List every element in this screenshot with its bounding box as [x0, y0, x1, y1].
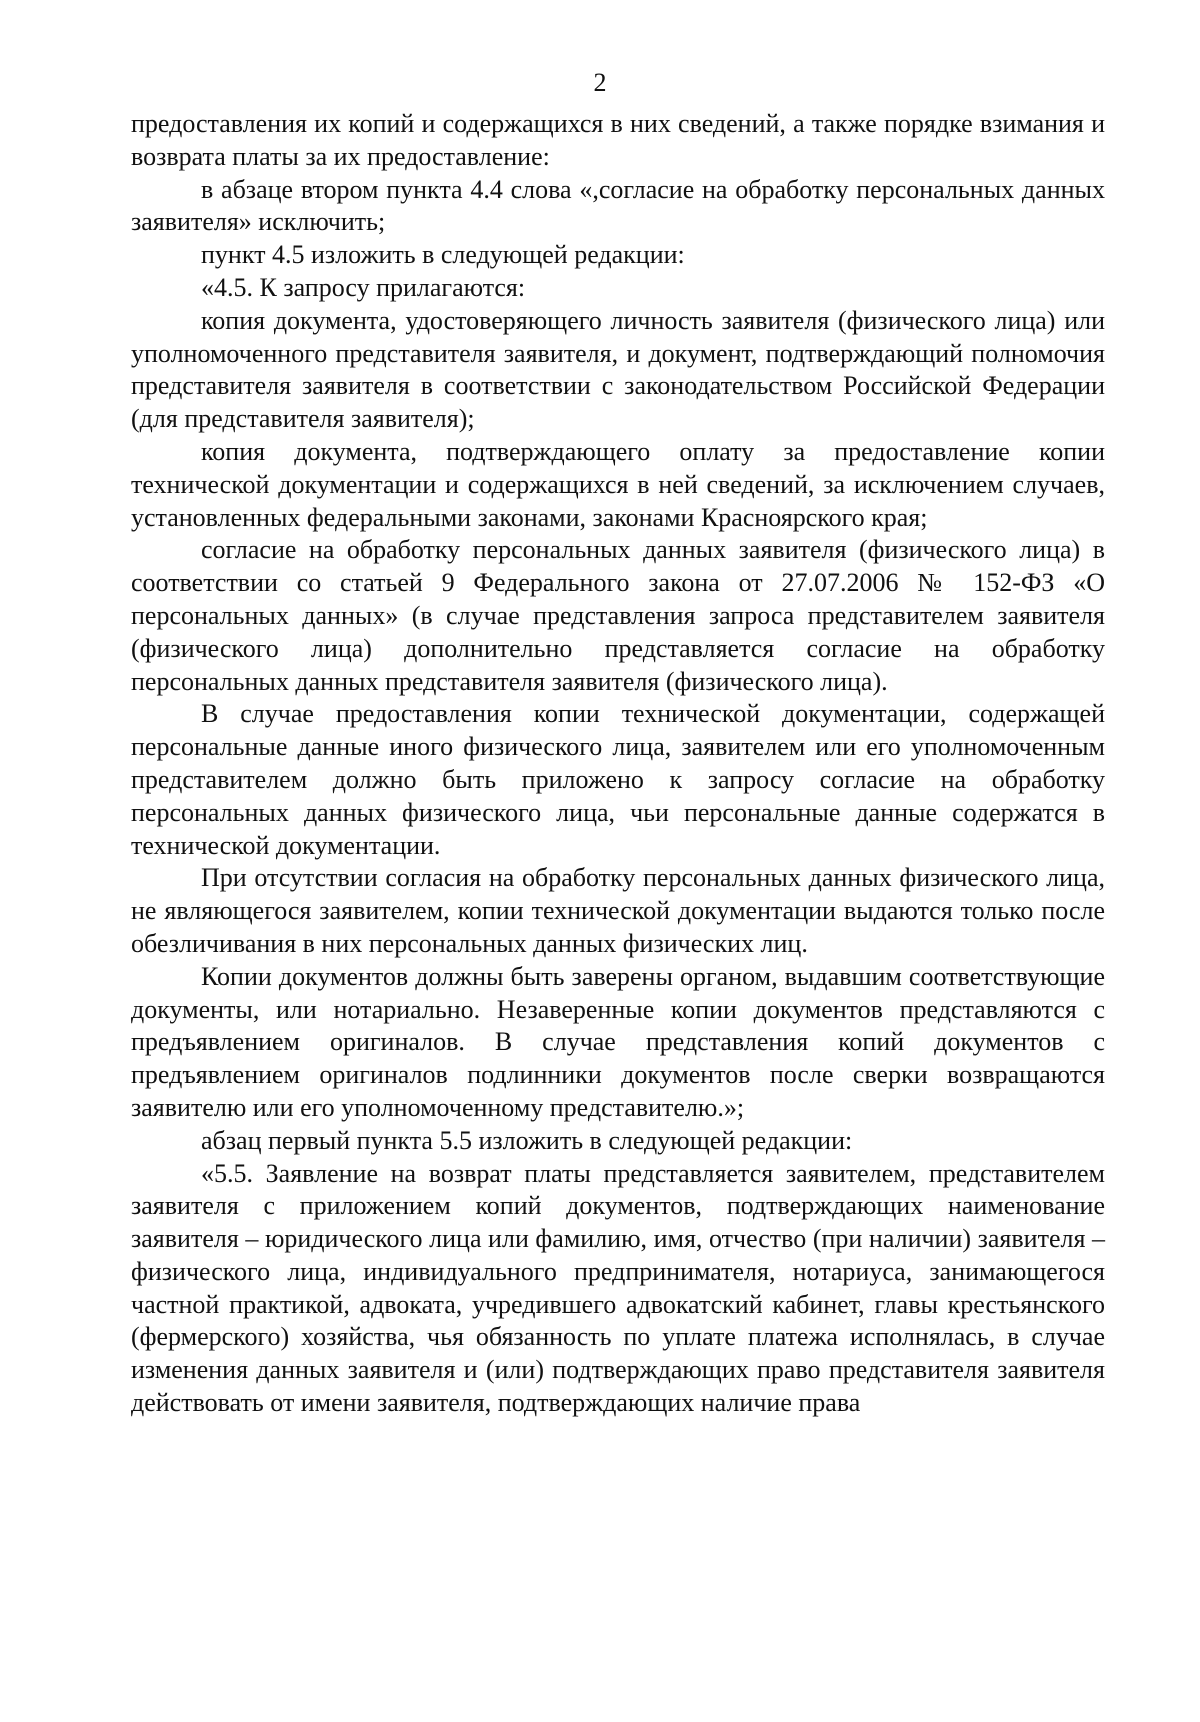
paragraph-3: пункт 4.5 изложить в следующей редакции:	[201, 240, 685, 270]
page-number: 2	[593, 68, 607, 97]
document-body	[131, 108, 1105, 1420]
paragraph-7: согласие на обработку персональных данных заявителя (физического лица) в соответствии со статьей 9 Федерального закона от 27.07.2006 № 152-ФЗ «О персональных данных» (в случае представления запроса представителем заявителя (физического лица) дополнительно представляется согласие на обработку персональных данных представителя заявителя (физического лица).	[131, 535, 1105, 696]
paragraph-9: При отсутствии согласия на обработку персональных данных физического лица, не являющегося заявителем, копии технической документации выдаются только после обезличивания в них персональных данных физических лиц.	[131, 863, 1105, 958]
paragraph-1: предоставления их копий и содержащихся в них сведений, а также порядке взимания и возврата платы за их предоставление:	[131, 109, 1105, 171]
paragraph-6: копия документа, подтверждающего оплату за предоставление копии технической документации и содержащихся в ней сведений, за исключением случаев, установленных федеральными законами, законами Красноярского края;	[131, 436, 1105, 532]
paragraph-12: «5.5. Заявление на возврат платы представляется заявителем, представителем заявителя с приложением копий документов, подтверждающих наименование заявителя – юридического лица или фамилию, имя, отчество (при наличии) заявителя – физического лица, индивидуального предпринимателя, нотариуса, занимающегося частной практикой, адвоката, учредившего адвокатский кабинет, главы крестьянского (фермерского) хозяйства, чья обязанность по уплате платежа исполнялась, в случае изменения данных заявителя и (или) подтверждающих право представителя заявителя действовать от имени заявителя, подтверждающих наличие права	[131, 1158, 1105, 1418]
paragraph-11: абзац первый пункта 5.5 изложить в следующей редакции:	[201, 1125, 853, 1155]
paragraph-2: в абзаце втором пункта 4.4 слова «,согласие на обработку персональных данных заявителя» исключить;	[131, 174, 1105, 237]
paragraph-10: Копии документов должны быть заверены органом, выдавшим соответствующие документы, или нотариально. Незаверенные копии документов представляются с предъявлением оригиналов. В случае представления копий документов с предъявлением оригиналов подлинники документов после сверки возвращаются заявителю или его уполномоченному представителю.»;	[131, 961, 1105, 1122]
paragraph-8: В случае предоставления копии технической документации, содержащей персональные данные иного физического лица, заявителем или его уполномоченным представителем должно быть приложено к запросу согласие на обработку персональных данных физического лица, чьи персональные данные содержатся в технической документации.	[131, 699, 1105, 860]
paragraph-4: «4.5. К запросу прилагаются:	[201, 272, 526, 302]
paragraph-5: копия документа, удостоверяющего личность заявителя (физического лица) или уполномоченного представителя заявителя, и документ, подтверждающий полномочия представителя заявителя в соответствии с законодательством Российской Федерации (для представителя заявителя);	[131, 305, 1105, 434]
